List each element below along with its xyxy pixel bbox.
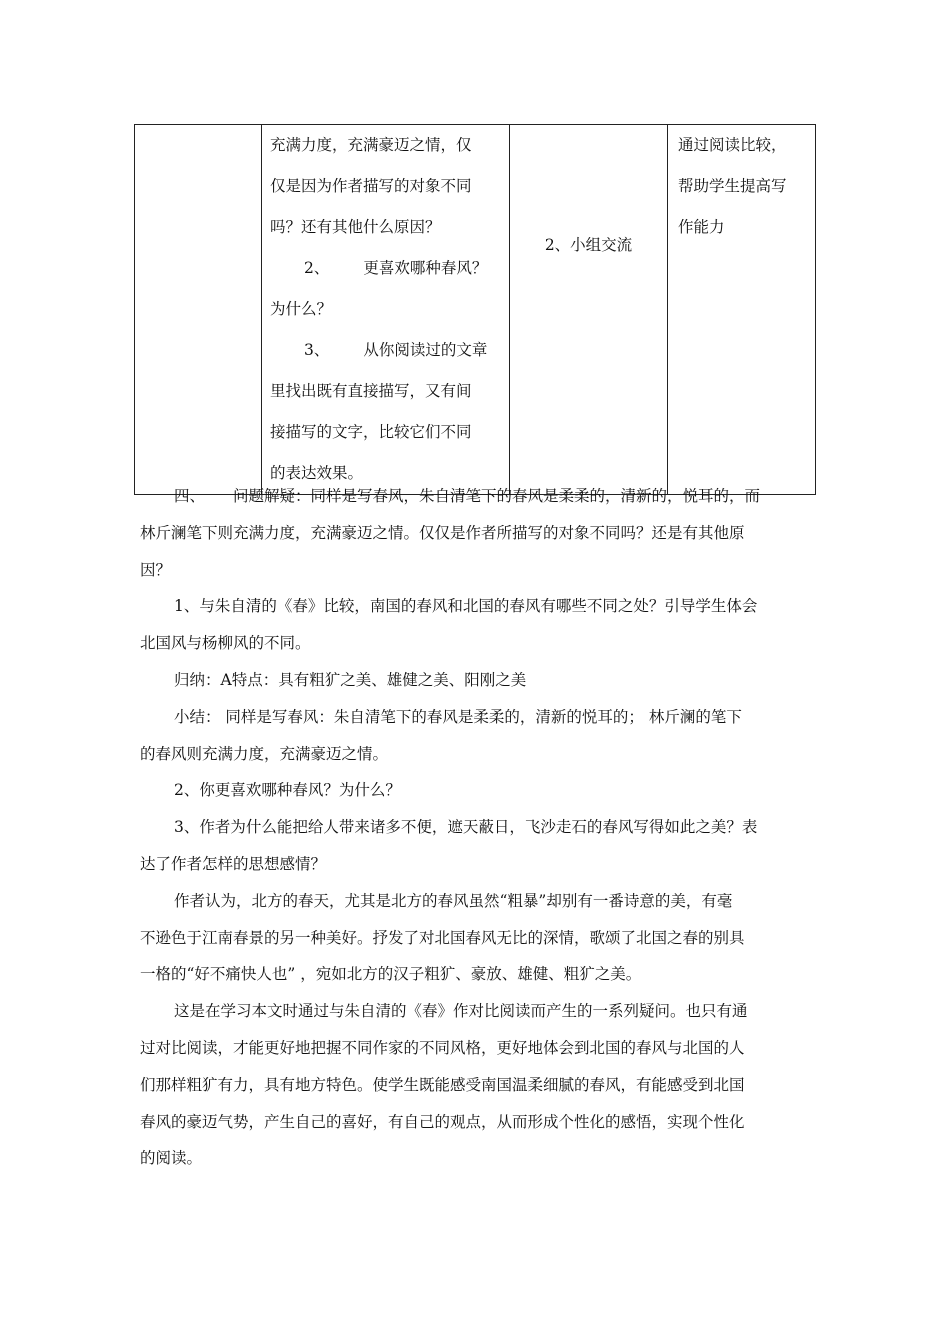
text-line: 1、与朱自清的《春》比较，南国的春风和北国的春风有哪些不同之处？引导学生体会	[174, 597, 758, 616]
section-4-paragraph	[140, 478, 812, 588]
text-line: 这是在学习本文时通过与朱自清的《春》作对比阅读而产生的一系列疑问。也只有通	[174, 1002, 748, 1021]
text-line: 里找出既有直接描写，又有间	[270, 382, 472, 400]
text-line: 的春风则充满力度，充满豪迈之情。	[140, 744, 389, 763]
lesson-table	[134, 124, 816, 495]
text-line: 达了作者怎样的思想感情？	[140, 854, 327, 873]
text-line: 林斤澜笔下则充满力度，充满豪迈之情。仅仅是作者所描写的对象不同吗？还是有其他原	[140, 523, 745, 542]
text-line: 归纳：A特点：具有粗犷之美、雄健之美、阳刚之美	[174, 670, 527, 689]
text-line: 不逊色于江南春景的另一种美好。抒发了对北国春风无比的深情，歌颂了北国之春的别具	[140, 928, 745, 947]
question-3-paragraph	[140, 809, 812, 883]
item-text: 从你阅读过的文章	[363, 341, 488, 359]
answer-paragraph	[140, 883, 812, 993]
table-cell-empty	[135, 125, 262, 495]
section-number: 四、	[174, 487, 206, 505]
table-cell-activity	[510, 125, 668, 495]
question-1-paragraph	[140, 588, 812, 662]
conclusion-paragraph	[140, 993, 812, 1177]
text-line: 作能力	[678, 218, 725, 236]
table-cell-purpose	[668, 125, 816, 495]
text-line: 的表达效果。	[270, 464, 364, 482]
item-text: 更喜欢哪种春风？	[363, 259, 488, 277]
text-line: 2、你更喜欢哪种春风？为什么？	[174, 781, 401, 800]
activity-label: 2、小组交流	[544, 235, 633, 254]
text-line: 过对比阅读，才能更好地把握不同作家的不同风格，更好地体会到北国的春风与北国的人	[140, 1038, 745, 1057]
question-3	[270, 330, 503, 371]
text-line: 为什么？	[270, 300, 333, 318]
summary-a-paragraph	[140, 662, 812, 699]
text-line: 仅是因为作者描写的对象不同	[270, 177, 472, 195]
text-line: 作者认为，北方的春天，尤其是北方的春风虽然“粗暴”却别有一番诗意的美，有毫	[174, 891, 733, 910]
item-number: 2、	[304, 259, 330, 277]
text-line: 的阅读。	[140, 1149, 203, 1168]
text-line: 通过阅读比较，	[678, 136, 787, 154]
question-2-paragraph	[140, 772, 812, 809]
text-line: 接描写的文字，比较它们不同	[270, 423, 472, 441]
text-line: 吗？还有其他什么原因？	[270, 218, 441, 236]
item-number: 3、	[304, 341, 330, 359]
text-line: 们那样粗犷有力，具有地方特色。使学生既能感受南国温柔细腻的春风，有能感受到北国	[140, 1075, 745, 1094]
text-line: 四、 问题解疑：同样是写春风，朱自清笔下的春风是柔柔的，清新的，悦耳的，而	[174, 487, 761, 505]
table-cell-questions	[262, 125, 510, 495]
text-line: 北国风与杨柳风的不同。	[140, 634, 311, 653]
body-text	[140, 478, 812, 1177]
text-line: 春风的豪迈气势，产生自己的喜好，有自己的观点，从而形成个性化的感悟，实现个性化	[140, 1112, 745, 1131]
text-line: 小结： 同样是写春风：朱自清笔下的春风是柔柔的，清新的悦耳的； 林斤澜的笔下	[174, 707, 742, 726]
text-line: 一格的“好不痛快人也” ，宛如北方的汉子粗犷、豪放、雄健、粗犷之美。	[140, 965, 642, 984]
text-line: 3、作者为什么能把给人带来诸多不便，遮天蔽日，飞沙走石的春风写得如此之美？表	[174, 818, 758, 837]
summary-b-paragraph	[140, 699, 812, 773]
text-line: 充满力度，充满豪迈之情，仅	[270, 136, 472, 154]
text-line: 帮助学生提高写	[678, 177, 787, 195]
question-2	[270, 248, 503, 289]
table-row	[135, 125, 816, 495]
text-line: 因？	[140, 560, 172, 579]
